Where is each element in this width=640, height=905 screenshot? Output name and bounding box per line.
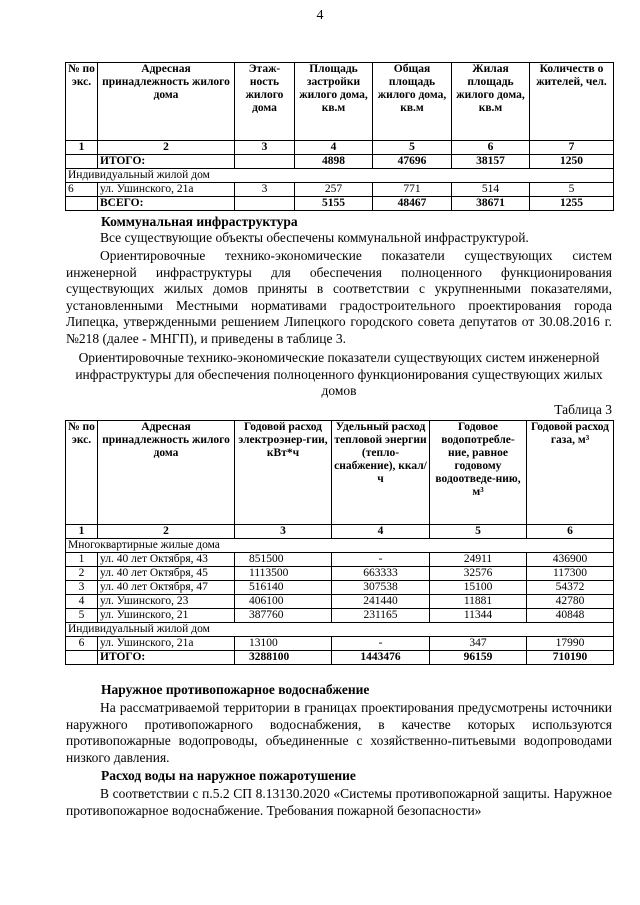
table-row	[66, 553, 614, 567]
cell: ул. 40 лет Октября, 47	[98, 581, 235, 595]
col-header: Удельный расход тепловой энергии (тепло-снабжение), ккал/ч	[332, 421, 430, 525]
col-header: Годовое водопотребле-ние, равное годовому водоотведе-нию, м³	[430, 421, 527, 525]
table-row	[66, 155, 614, 169]
section-label: Индивидуальный жилой дом	[66, 169, 614, 183]
col-header: Годовой расход электроэнер-гии, кВт*ч	[235, 421, 332, 525]
cell: 436900	[527, 553, 614, 567]
cell: 13100	[235, 637, 332, 651]
cell: 117300	[527, 567, 614, 581]
cell: 406100	[235, 595, 332, 609]
infrastructure-table	[65, 420, 614, 665]
total-label: ИТОГО:	[98, 651, 235, 665]
total-label: ИТОГО:	[98, 155, 235, 169]
cell: 347	[430, 637, 527, 651]
table-row	[66, 637, 614, 651]
cell: 24911	[430, 553, 527, 567]
col-header: Адресная принадлежность жилого дома	[98, 63, 235, 141]
cell: 17990	[527, 637, 614, 651]
cell: 15100	[430, 581, 527, 595]
cell: 5	[66, 609, 98, 623]
page-number: 4	[316, 8, 324, 23]
cell: ул. Ушинского, 21а	[98, 183, 235, 197]
col-number: 7	[530, 141, 614, 155]
col-header: № по экс.	[66, 63, 98, 141]
table-row	[66, 609, 614, 623]
cell: 257	[295, 183, 373, 197]
col-number: 6	[527, 525, 614, 539]
section-label: Многоквартирные жилые дома	[66, 539, 614, 553]
cell: 2	[66, 567, 98, 581]
table-title: Ориентировочные технико-экономические показатели существующих систем инженерной инфраструктуры для обеспечения полноценного функционирования существующих жилых домов	[75, 350, 603, 398]
cell: 1443476	[332, 651, 430, 665]
cell: 771	[373, 183, 452, 197]
section-label: Индивидуальный жилой дом	[66, 623, 614, 637]
cell: 6	[66, 183, 98, 197]
col-header: Количеств о жителей, чел.	[530, 63, 614, 141]
cell: 4	[66, 595, 98, 609]
table-row	[66, 581, 614, 595]
col-number: 2	[98, 525, 235, 539]
col-header: Площадь застройки жилого дома, кв.м	[295, 63, 373, 141]
col-number: 3	[235, 525, 332, 539]
col-number: 1	[66, 525, 98, 539]
cell: 96159	[430, 651, 527, 665]
cell: 231165	[332, 609, 430, 623]
cell: 514	[452, 183, 530, 197]
col-header: Общая площадь жилого дома, кв.м	[373, 63, 452, 141]
cell: ул. Ушинского, 21	[98, 609, 235, 623]
table-label: Таблица 3	[554, 402, 612, 417]
col-header: Этаж-ность жилого дома	[235, 63, 295, 141]
cell: -	[332, 553, 430, 567]
cell: 1255	[530, 197, 614, 211]
cell: ул. Ушинского, 21а	[98, 637, 235, 651]
cell: 516140	[235, 581, 332, 595]
col-number: 6	[452, 141, 530, 155]
cell: 6	[66, 637, 98, 651]
col-header: № по экс.	[66, 421, 98, 525]
cell: 3	[66, 581, 98, 595]
col-header: Годовой расход газа, м³	[527, 421, 614, 525]
cell: 663333	[332, 567, 430, 581]
cell: 5	[530, 183, 614, 197]
cell: 387760	[235, 609, 332, 623]
cell: 241440	[332, 595, 430, 609]
table-row	[66, 567, 614, 581]
col-number: 2	[98, 141, 235, 155]
cell: 54372	[527, 581, 614, 595]
col-header: Жилая площадь жилого дома, кв.м	[452, 63, 530, 141]
cell: 38157	[452, 155, 530, 169]
cell: 40848	[527, 609, 614, 623]
cell: 32576	[430, 567, 527, 581]
cell: 3288100	[235, 651, 332, 665]
col-number: 5	[430, 525, 527, 539]
cell: ул. Ушинского, 23	[98, 595, 235, 609]
cell: 851500	[235, 553, 332, 567]
table-row	[66, 197, 614, 211]
cell: 47696	[373, 155, 452, 169]
cell: 1250	[530, 155, 614, 169]
col-number: 3	[235, 141, 295, 155]
cell: ул. 40 лет Октября, 43	[98, 553, 235, 567]
table-row	[66, 651, 614, 665]
paragraph: В соответствии с п.5.2 СП 8.13130.2020 «Системы противопожарной защиты. Наружное противопожарное водоснабжение. Требования пожарной безопасности»	[66, 786, 612, 818]
table-row	[66, 183, 614, 197]
cell: 1113500	[235, 567, 332, 581]
cell: 11344	[430, 609, 527, 623]
cell: -	[332, 637, 430, 651]
cell: 4898	[295, 155, 373, 169]
col-number: 4	[332, 525, 430, 539]
heading-utilities: Коммунальная инфраструктура	[101, 214, 298, 229]
col-number: 4	[295, 141, 373, 155]
heading-fire-water-supply: Наружное противопожарное водоснабжение	[101, 682, 370, 697]
cell: 38671	[452, 197, 530, 211]
heading-water-consumption: Расход воды на наружное пожаротушение	[101, 768, 356, 783]
cell: 3	[235, 183, 295, 197]
cell: ул. 40 лет Октября, 45	[98, 567, 235, 581]
col-number: 1	[66, 141, 98, 155]
cell: 42780	[527, 595, 614, 609]
cell: 48467	[373, 197, 452, 211]
cell: 710190	[527, 651, 614, 665]
cell: 1	[66, 553, 98, 567]
table-row	[66, 595, 614, 609]
paragraph: Все существующие объекты обеспечены коммунальной инфраструктурой.	[100, 230, 529, 245]
cell: 11881	[430, 595, 527, 609]
housing-table	[65, 62, 614, 211]
paragraph: На рассматриваемой территории в границах проектирования предусмотрены источники наружного противопожарного водоснабжения, в качестве которых используются противопожарные водопроводы, объединенные с хозяйственно-питьевыми водопроводами низкого давления.	[66, 700, 612, 765]
col-header: Адресная принадлежность жилого дома	[98, 421, 235, 525]
cell: 307538	[332, 581, 430, 595]
cell: 5155	[295, 197, 373, 211]
paragraph: Ориентировочные технико-экономические показатели существующих систем инженерной инфраструктуры для обеспечения полноценного функционирования существующих жилых домов приняты в соответствии с укрупненными показателями, установленными Местными нормативами градостроительного проектирования города Липецка, утвержденными решением Липецкого городского совета депутатов от 30.08.2016 г. №218 (далее - МНГП), и приведены в таблице 3.	[66, 248, 612, 346]
col-number: 5	[373, 141, 452, 155]
total-label: ВСЕГО:	[98, 197, 235, 211]
